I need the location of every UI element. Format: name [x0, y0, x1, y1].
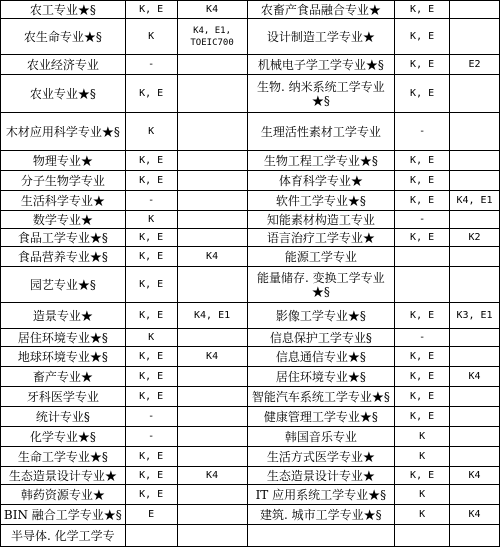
right-requirement-cell: K, E	[395, 151, 450, 171]
right-requirement-cell: K	[395, 447, 450, 467]
right-requirement-cell	[395, 247, 450, 267]
left-major-cell: 统计专业§	[1, 407, 126, 427]
left-requirement-cell: -	[125, 407, 177, 427]
table-row	[1, 447, 500, 467]
right-score-cell: K4	[450, 505, 500, 525]
table-row	[1, 303, 500, 329]
left-major-cell: 食品工学专业★§	[1, 229, 126, 247]
right-requirement-cell: K, E	[395, 75, 450, 113]
right-score-cell	[450, 267, 500, 303]
left-major-cell: 园艺专业★§	[1, 267, 126, 303]
right-major-cell: 智能汽车系统工学专业★§	[247, 387, 395, 407]
left-major-cell: 畜产专业★	[1, 367, 126, 387]
right-major-cell: 能源工学专业	[247, 247, 395, 267]
left-major-cell: BIN 融合工学专业★§	[1, 505, 126, 525]
right-major-cell: 信息通信专业★§	[247, 347, 395, 367]
right-score-cell: K3, E1	[450, 303, 500, 329]
left-score-cell	[177, 329, 247, 347]
table-row	[1, 427, 500, 447]
left-requirement-cell: K, E	[125, 347, 177, 367]
right-score-cell	[450, 447, 500, 467]
table-row	[1, 525, 500, 547]
table-row	[1, 229, 500, 247]
right-requirement-cell: K	[395, 505, 450, 525]
right-requirement-cell: K, E	[395, 19, 450, 55]
right-score-cell: E2	[450, 55, 500, 75]
right-requirement-cell: K, E	[395, 171, 450, 191]
right-requirement-cell: K, E	[395, 407, 450, 427]
left-requirement-cell: -	[125, 55, 177, 75]
left-requirement-cell: K, E	[125, 1, 177, 19]
right-requirement-cell: K, E	[395, 387, 450, 407]
left-score-cell	[177, 211, 247, 229]
right-score-cell: K4, E1	[450, 191, 500, 211]
table-row	[1, 329, 500, 347]
left-major-cell: 物理专业★	[1, 151, 126, 171]
right-major-cell: 设计制造工学专业★	[247, 19, 395, 55]
right-major-cell: 生活方式医学专业★	[247, 447, 395, 467]
left-major-cell: 生态造景设计专业★	[1, 467, 126, 485]
left-score-cell	[177, 427, 247, 447]
left-score-cell	[177, 151, 247, 171]
left-score-cell	[177, 267, 247, 303]
left-major-cell: 牙科医学专业	[1, 387, 126, 407]
left-score-cell	[177, 229, 247, 247]
right-requirement-cell: K, E	[395, 229, 450, 247]
right-score-cell	[450, 1, 500, 19]
left-major-cell: 数学专业★	[1, 211, 126, 229]
left-requirement-cell: K, E	[125, 267, 177, 303]
left-score-cell	[177, 191, 247, 211]
table-row	[1, 211, 500, 229]
right-major-cell: 信息保护工学专业§	[247, 329, 395, 347]
left-major-cell: 农生命专业★§	[1, 19, 126, 55]
right-requirement-cell	[395, 267, 450, 303]
right-major-cell: 体育科学专业★	[247, 171, 395, 191]
left-requirement-cell: K, E	[125, 303, 177, 329]
left-score-cell	[177, 367, 247, 387]
right-requirement-cell: K	[395, 427, 450, 447]
right-major-cell: 生理活性素材工学专业	[247, 113, 395, 151]
left-major-cell: 农工专业★§	[1, 1, 126, 19]
right-requirement-cell: K	[395, 485, 450, 505]
left-major-cell: 地球环境专业★§	[1, 347, 126, 367]
left-requirement-cell: E	[125, 505, 177, 525]
right-score-cell: K2	[450, 229, 500, 247]
right-major-cell: 健康管理工学专业★§	[247, 407, 395, 427]
right-requirement-cell: K, E	[395, 1, 450, 19]
right-score-cell	[450, 211, 500, 229]
right-major-cell: 机械电子学工学专业★§	[247, 55, 395, 75]
left-major-cell: 农业经济专业	[1, 55, 126, 75]
table-body	[1, 1, 500, 547]
right-requirement-cell: K, E	[395, 55, 450, 75]
left-major-cell: 木材应用科学专业★§	[1, 113, 126, 151]
right-requirement-cell: -	[395, 329, 450, 347]
table-row	[1, 267, 500, 303]
table-row	[1, 347, 500, 367]
left-requirement-cell: K	[125, 329, 177, 347]
left-score-cell	[177, 505, 247, 525]
left-major-cell: 韩药资源专业★	[1, 485, 126, 505]
right-requirement-cell: K, E	[395, 303, 450, 329]
table-row	[1, 367, 500, 387]
right-major-cell: 生态造景设计专业★	[247, 467, 395, 485]
left-requirement-cell: K, E	[125, 387, 177, 407]
left-requirement-cell: K, E	[125, 171, 177, 191]
table-row	[1, 19, 500, 55]
left-major-cell: 生命工学专业★§	[1, 447, 126, 467]
right-requirement-cell: -	[395, 211, 450, 229]
left-requirement-cell: K, E	[125, 75, 177, 113]
right-major-cell: 生物. 纳米系统工学专业★§	[247, 75, 395, 113]
right-score-cell	[450, 485, 500, 505]
left-major-cell: 造景专业★	[1, 303, 126, 329]
left-requirement-cell: K	[125, 19, 177, 55]
left-score-cell	[177, 113, 247, 151]
left-major-cell: 化学专业★§	[1, 427, 126, 447]
left-score-cell	[177, 485, 247, 505]
left-major-cell: 半导体. 化学工学专	[1, 525, 126, 547]
right-requirement-cell: K, E	[395, 347, 450, 367]
right-score-cell	[450, 247, 500, 267]
left-score-cell	[177, 55, 247, 75]
left-requirement-cell: -	[125, 191, 177, 211]
left-requirement-cell: K, E	[125, 447, 177, 467]
table-row	[1, 151, 500, 171]
right-requirement-cell: K, E	[395, 467, 450, 485]
table-row	[1, 505, 500, 525]
left-score-cell: K4	[177, 467, 247, 485]
left-score-cell: K4	[177, 247, 247, 267]
right-requirement-cell	[395, 525, 450, 547]
table-row	[1, 467, 500, 485]
right-score-cell	[450, 347, 500, 367]
left-major-cell: 居住环境专业★§	[1, 329, 126, 347]
left-requirement-cell: K, E	[125, 367, 177, 387]
right-requirement-cell: K, E	[395, 367, 450, 387]
right-score-cell	[450, 427, 500, 447]
right-score-cell	[450, 151, 500, 171]
table-row	[1, 1, 500, 19]
left-requirement-cell: K	[125, 113, 177, 151]
left-score-cell	[177, 75, 247, 113]
right-major-cell: 建筑. 城市工学专业★§	[247, 505, 395, 525]
left-requirement-cell: -	[125, 427, 177, 447]
table-row	[1, 407, 500, 427]
left-requirement-cell: K, E	[125, 229, 177, 247]
table-row	[1, 247, 500, 267]
right-score-cell	[450, 525, 500, 547]
left-requirement-cell: K, E	[125, 247, 177, 267]
right-score-cell	[450, 75, 500, 113]
left-score-cell	[177, 387, 247, 407]
right-major-cell	[247, 525, 395, 547]
right-major-cell: 软件工学专业★§	[247, 191, 395, 211]
right-requirement-cell: -	[395, 113, 450, 151]
left-score-cell: K4	[177, 347, 247, 367]
left-score-cell: K4, E1	[177, 303, 247, 329]
left-requirement-cell: K, E	[125, 467, 177, 485]
left-requirement-cell	[125, 525, 177, 547]
right-major-cell: IT 应用系统工学专业★§	[247, 485, 395, 505]
right-score-cell	[450, 387, 500, 407]
left-major-cell: 农业专业★§	[1, 75, 126, 113]
right-major-cell: 居住环境专业★§	[247, 367, 395, 387]
left-score-cell	[177, 171, 247, 191]
left-requirement-cell: K, E	[125, 485, 177, 505]
right-score-cell	[450, 407, 500, 427]
table-row	[1, 75, 500, 113]
left-score-cell	[177, 447, 247, 467]
table-row	[1, 387, 500, 407]
left-major-cell: 分子生物学专业	[1, 171, 126, 191]
left-requirement-cell: K, E	[125, 151, 177, 171]
right-score-cell	[450, 329, 500, 347]
right-major-cell: 生物工程工学专业★§	[247, 151, 395, 171]
right-score-cell	[450, 19, 500, 55]
left-score-cell	[177, 525, 247, 547]
left-major-cell: 食品营养专业★§	[1, 247, 126, 267]
right-major-cell: 农畜产食品融合专业★	[247, 1, 395, 19]
table-row	[1, 171, 500, 191]
right-score-cell: K4	[450, 467, 500, 485]
right-major-cell: 影像工学专业★§	[247, 303, 395, 329]
right-major-cell: 知能素材构造工专业	[247, 211, 395, 229]
right-major-cell: 语言治疗工学专业★	[247, 229, 395, 247]
table-row	[1, 191, 500, 211]
right-score-cell	[450, 113, 500, 151]
right-requirement-cell: K, E	[395, 191, 450, 211]
table-row	[1, 55, 500, 75]
right-major-cell: 韩国音乐专业	[247, 427, 395, 447]
left-requirement-cell: K	[125, 211, 177, 229]
table-row	[1, 485, 500, 505]
left-score-cell	[177, 407, 247, 427]
right-score-cell: K4	[450, 367, 500, 387]
left-major-cell: 生活科学专业★	[1, 191, 126, 211]
right-major-cell: 能量储存. 变换工学专业★§	[247, 267, 395, 303]
table-row	[1, 113, 500, 151]
left-score-cell: K4, E1, TOEIC700	[177, 19, 247, 55]
right-score-cell	[450, 171, 500, 191]
left-score-cell: K4	[177, 1, 247, 19]
